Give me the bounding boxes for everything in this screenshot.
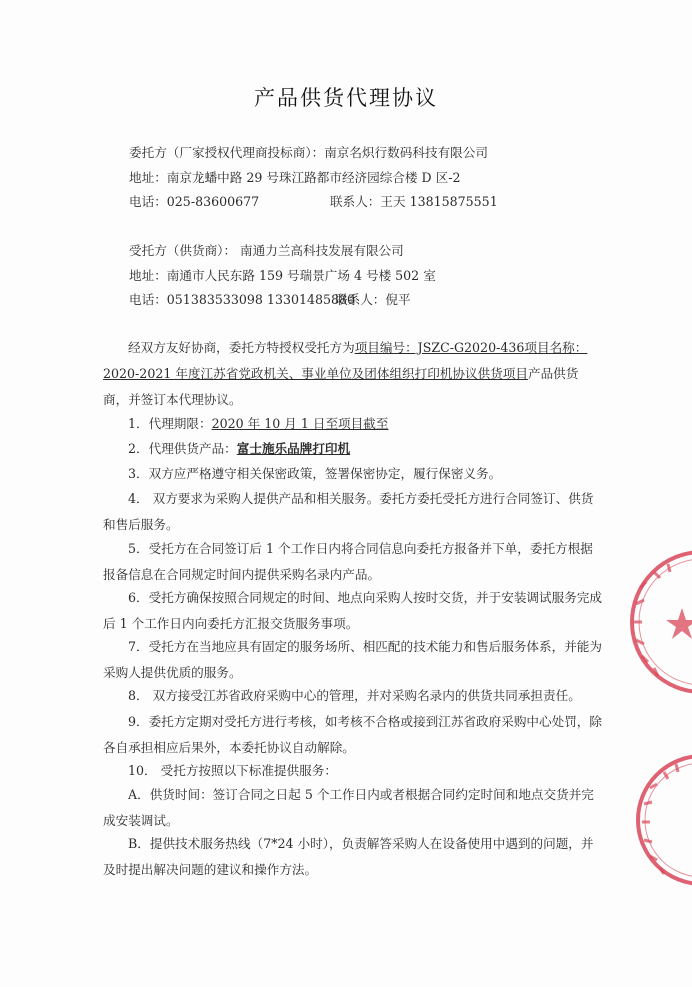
principal-name: 委托方（厂家授权代理商投标商）：南京名炽行数码科技有限公司 <box>129 145 488 160</box>
clause-2-prefix: 2．代理供货产品： <box>128 441 237 456</box>
project-number: 项目编号：JSZC-G2020-436 <box>354 340 525 355</box>
principal-phone: 电话：025-83600677 <box>129 194 260 209</box>
agent-name: 受托方（供货商）： 南通力兰高科技发展有限公司 <box>129 243 404 258</box>
clause-6: 6．受托方确保按照合同规定的时间、地点向采购人按时交货，并于安装调试服务完成后 1 个工作日内向委托方汇报交货服务事项。 <box>103 590 602 631</box>
clause-9: 9．委托方定期对受托方进行考核，如考核不合格或接到江苏省政府采购中心处罚，除各自承担相应后果外，本委托协议自动解除。 <box>103 714 602 755</box>
intro-paragraph <box>103 335 603 413</box>
clause-a: A．供货时间：签订合同之日起 5 个工作日内或者根据合同约定时间和地点交货并完成安装调试。 <box>103 787 594 828</box>
agent-phone: 电话：051383533098 13301485880 <box>129 292 356 307</box>
clause-8: 8． 双方接受江苏省政府采购中心的管理，并对采购名录内的供货共同承担责任。 <box>128 688 581 703</box>
principal-contact: 联系人：王天 13815875551 <box>330 194 498 209</box>
clause-5: 5．受托方在合同签订后 1 个工作日内将合同信息向委托方报备并下单，委托方根据报备信息在合同规定时间内提供采购名录内产品。 <box>103 541 593 582</box>
agent-contact: 联系人：倪平 <box>335 292 411 307</box>
company-seal-bottom-icon <box>630 752 692 888</box>
clause-3: 3．双方应严格遵守相关保密政策，签署保密协定，履行保密义务。 <box>128 466 502 481</box>
agency-product: 富士施乐品牌打印机 <box>236 441 351 456</box>
intro-text-1: 经双方友好协商，委托方特授权受托方为 <box>128 340 355 355</box>
clause-4: 4． 双方要求为采购人提供产品和相关服务。委托方委托受托方进行合同签订、供货和售后服务。 <box>103 491 594 532</box>
company-seal-top-icon <box>610 548 692 696</box>
principal-address: 地址：南京龙蟠中路 29 号珠江路都市经济园综合楼 D 区-2 <box>129 170 461 185</box>
agent-address: 地址：南通市人民东路 159 号瑞景广场 4 号楼 502 室 <box>129 268 436 283</box>
page-title: 产品供货代理协议 <box>254 86 438 110</box>
project-name: 项目名称：2020-2021 年度江苏省党政机关、事业单位及团体组织打印机协议供货项目 <box>103 340 588 381</box>
agency-period: 2020 年 10 月 1 日至项目截至 <box>211 416 389 431</box>
clause-b: B．提供技术服务热线（7*24 小时），负责解答采购人在设备使用中遇到的问题，并及时提出解决问题的建议和操作方法。 <box>103 836 594 877</box>
clause-10: 10． 受托方按照以下标准提供服务： <box>128 763 337 778</box>
clause-1 <box>103 411 603 437</box>
intro-text-2: 产品供货商，并签订本代理协议。 <box>103 366 579 407</box>
clause-1-prefix: 1．代理期限： <box>128 416 212 431</box>
clause-7: 7．受托方在当地应具有固定的服务场所、相匹配的技术能力和售后服务体系，并能为采购人提供优质的服务。 <box>103 639 602 680</box>
clause-2 <box>103 436 603 462</box>
